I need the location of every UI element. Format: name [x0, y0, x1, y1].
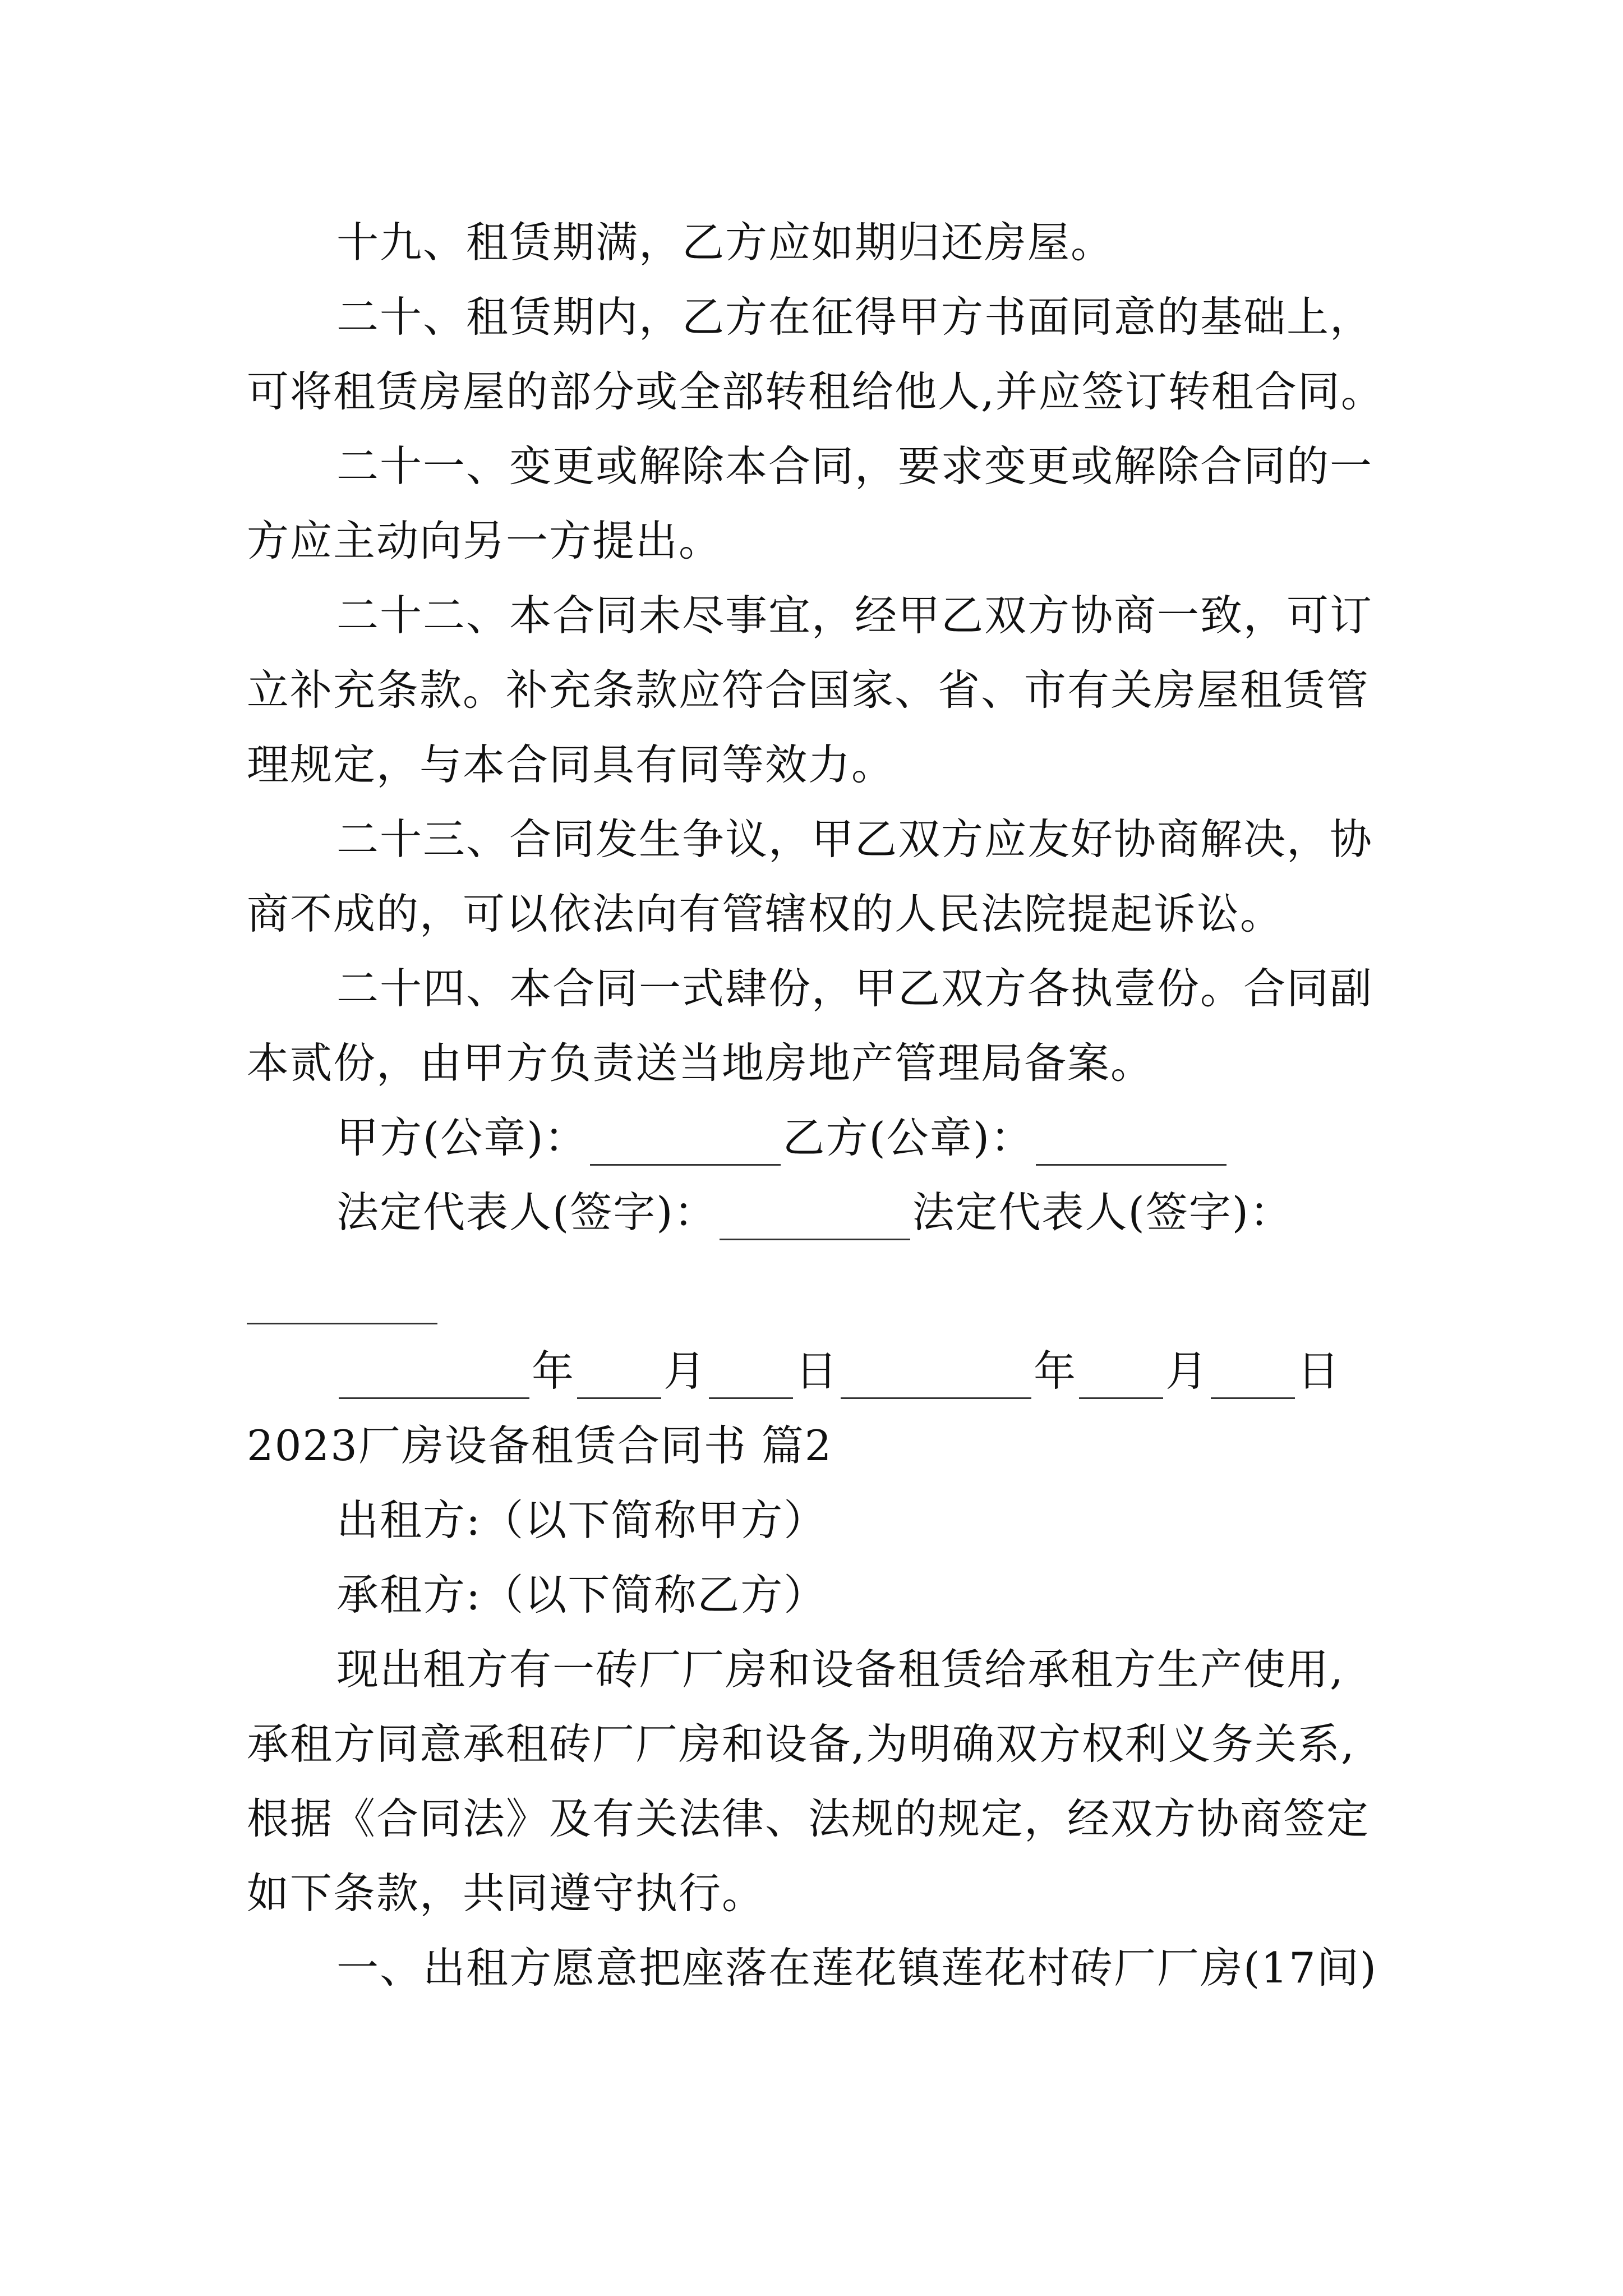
rep-a-label: 法定代表人(签字)： [336, 1188, 717, 1237]
rep-a-blank [720, 1198, 910, 1240]
date-b-month-blank [1079, 1357, 1163, 1399]
clause-20-line-2: 可将租赁房屋的部分或全部转租给他人,并应签订转租合同。 [247, 367, 1384, 416]
lessee-line: 承租方:（以下简称乙方） [336, 1570, 827, 1619]
clause-24-line-2: 本贰份，由甲方负责送当地房地产管理局备案。 [247, 1038, 1154, 1088]
clause-23-line-1: 二十三、合同发生争议，甲乙双方应友好协商解决，协 [336, 815, 1373, 864]
party-b-seal-label: 乙方(公章)： [782, 1113, 1034, 1162]
representative-row [336, 1184, 1293, 1240]
lessor-line: 出租方:（以下简称甲方） [336, 1496, 827, 1545]
party-a-seal-label: 甲方(公章)： [336, 1113, 588, 1162]
section-2-heading: 2023厂房设备租赁合同书 篇2 [247, 1421, 833, 1470]
date-a-year-blank [339, 1357, 529, 1399]
date-b-year: 年 [1034, 1346, 1077, 1396]
rep-b-blank [247, 1323, 437, 1324]
date-a-month-blank [577, 1357, 661, 1399]
clause-21-line-1: 二十一、变更或解除本合同，要求变更或解除合同的一 [336, 441, 1373, 491]
date-a-year: 年 [532, 1346, 575, 1396]
date-b-day: 日 [1297, 1346, 1341, 1396]
clause-23-line-2: 商不成的，可以依法向有管辖权的人民法院提起诉讼。 [247, 889, 1284, 938]
date-b-month: 月 [1165, 1346, 1209, 1396]
date-a-day: 日 [795, 1346, 839, 1396]
preamble-line-3: 根据《合同法》及有关法律、法规的规定，经双方协商签定 [247, 1794, 1370, 1843]
party-a-seal-blank [590, 1124, 781, 1166]
clause-20-line-1: 二十、租赁期内，乙方在征得甲方书面同意的基础上， [336, 292, 1373, 342]
clause-19: 十九、租赁期满，乙方应如期归还房屋。 [336, 218, 1114, 267]
date-b-year-blank [841, 1357, 1031, 1399]
clause-21-line-2: 方应主动向另一方提出。 [247, 516, 722, 565]
preamble-line-4: 如下条款，共同遵守执行。 [247, 1869, 766, 1918]
clause-22-line-1: 二十二、本合同未尽事宜，经甲乙双方协商一致，可订 [336, 591, 1373, 640]
seal-row [336, 1110, 1229, 1166]
clause-22-line-2: 立补充条款。补充条款应符合国家、省、市有关房屋租赁管 [247, 665, 1370, 715]
preamble-line-2: 承租方同意承租砖厂厂房和设备,为明确双方权利义务关系, [247, 1719, 1355, 1769]
party-b-seal-blank [1036, 1124, 1227, 1166]
date-b-day-blank [1211, 1357, 1295, 1399]
clause-24-line-1: 二十四、本合同一式肆份，甲乙双方各执壹份。合同副 [336, 964, 1373, 1013]
article-1-line-1: 一、出租方愿意把座落在莲花镇莲花村砖厂厂房(17间) [336, 1943, 1377, 1993]
clause-22-line-3: 理规定，与本合同具有同等效力。 [247, 740, 895, 789]
date-row [336, 1343, 1340, 1399]
preamble-line-1: 现出租方有一砖厂厂房和设备租赁给承租方生产使用, [336, 1645, 1344, 1694]
date-a-day-blank [709, 1357, 793, 1399]
rep-b-label: 法定代表人(签字)： [912, 1188, 1293, 1237]
date-a-month: 月 [663, 1346, 707, 1396]
